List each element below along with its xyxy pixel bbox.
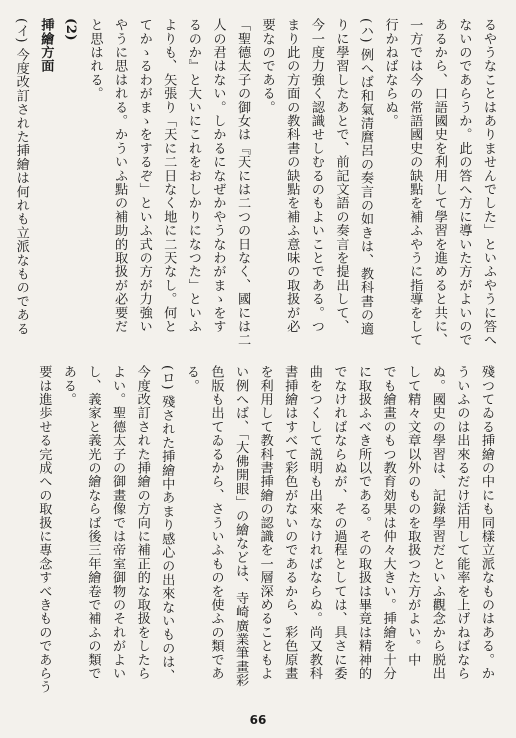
upper-text-line: あるから、口語國史を利用して學習を進めると共に、	[431, 18, 447, 347]
upper-text-line: (ハ) 例へば和氣清麿呂の奏言の如きは、教科書の適	[358, 18, 374, 336]
upper-text-line: 「聖德太子の御女は『天には二つの日なく、國には二	[235, 18, 251, 347]
upper-text-line: まり此の方面の教科書の缺點を補ふ意味の取扱が必	[284, 18, 300, 334]
upper-text-line: ないのであらうか。此の答へ方に導いた方がよいので	[456, 18, 472, 347]
lower-text-line: し、義家と義光の繪ならば後三年繪卷で補ふの類で	[85, 365, 101, 681]
lower-text-line: 殘つてゐる挿繪の中にも同樣立派なものはある。か	[479, 365, 494, 681]
lower-text-line: でも繪畫のもつ教育効果は仲々大きい。挿繪を十分	[380, 365, 396, 681]
lower-text-line: 今度改訂された挿繪の方向に補正的な取扱をしたら	[134, 365, 150, 681]
lower-text-line: 書挿繪はすべて彩色がないのであるから、彩色原畫	[282, 365, 298, 681]
lower-text-line: る。	[183, 365, 199, 393]
upper-text-line: やうに思はれる。かういふ點の補助的取扱が必要だ	[112, 18, 128, 334]
lower-text-line: い例へば、「大佛開眼」の繪などは、寺崎廣業筆畫彩	[233, 365, 249, 688]
lower-text-line: 曲をつくして説明も出來なければならぬ。尚又教科	[306, 365, 322, 681]
upper-text-line: 挿繪方面	[38, 18, 54, 73]
upper-text-line: 一方では今の常語國史の缺點を補ふやうに指導をして	[407, 18, 423, 347]
lower-text-line: ういふのは出來るだけ活用して能率を上げねばなら	[454, 365, 470, 681]
lower-text-line: 色版も出てゐるから、さういふものを使ふの類であ	[208, 365, 224, 681]
upper-text-line: 今一度力強く認識せしむるのもよいことである。つ	[308, 18, 324, 334]
upper-text-line: (イ) 今度改訂された挿繪は何れも立派なものである	[13, 18, 29, 336]
upper-text-line: 人の君はない。しかるになぜかやうなわがまゝをす	[210, 18, 226, 334]
lower-text-line: して精々文章以外のものを取扱つた方がよい。中	[405, 365, 421, 667]
page-number: 66	[249, 713, 267, 727]
lower-text-line: でなければならぬが、その過程としては、具さに委	[331, 365, 347, 681]
lower-text-line: ぬ。國史の學習は、記錄學習だといふ觀念から脱出	[429, 365, 445, 681]
lower-text-block	[31, 365, 498, 697]
upper-text-line: るやうなことはありませんでした」といふやうに答へ	[481, 18, 496, 347]
upper-text-line: 要なのである。	[259, 18, 275, 114]
lower-text-line: を利用して教科書挿繪の認識を一層深めることもよ	[257, 365, 273, 681]
upper-text-line: てかゝるわがまゝをするぞ」といふ式の方が力強い	[136, 18, 152, 334]
lower-text-line: に取扱ふべき所以である。その取扱は畢竟は精神的	[356, 365, 372, 681]
upper-text-line: りに學習したあとで、前記文語の奏言を提出して、	[333, 18, 349, 334]
upper-text-line: と思はれる。	[87, 18, 103, 101]
lower-text-line: ある。	[60, 365, 76, 407]
upper-text-block	[8, 18, 500, 347]
upper-text-line: 行かねばならぬ。	[382, 18, 398, 128]
upper-text-line: るのか』と大いにこれをおしかりになつた」といふ	[185, 18, 201, 334]
upper-text-line: (2)	[62, 18, 78, 42]
lower-text-line: (ロ) 殘された挿繪中あまり感心の出來ないものは、	[159, 365, 175, 683]
upper-text-line: よりも、矢張り「天に二日なく地に二天なし。何と	[161, 18, 177, 334]
lower-text-line: 要は進歩せる完成への取扱に專念すべきものであらう	[36, 365, 52, 694]
lower-text-line: よい。聖德太子の御畫像では帝室御物のそれがよい	[110, 365, 126, 681]
